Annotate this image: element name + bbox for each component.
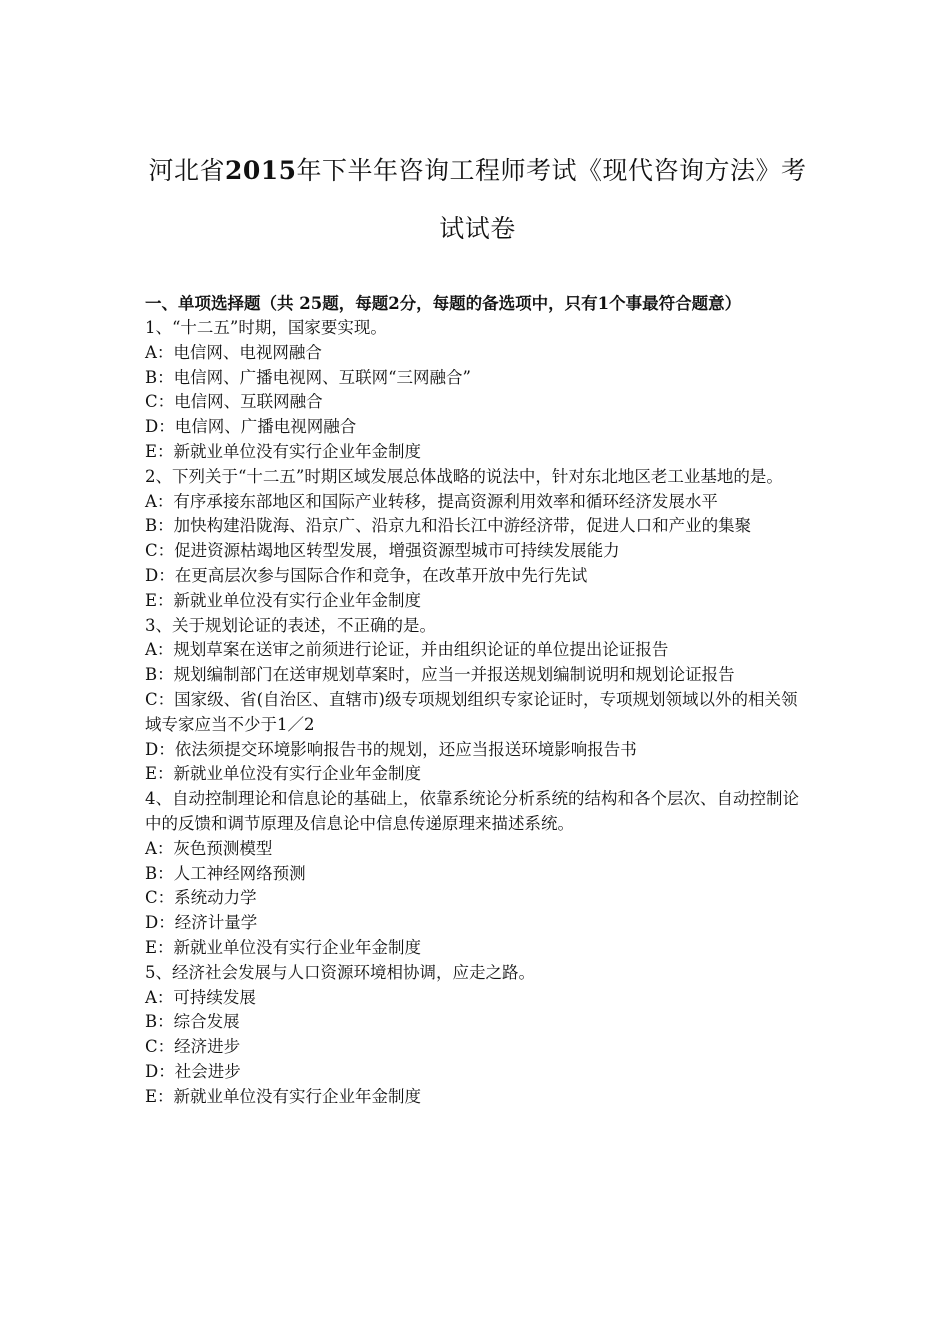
- text-line: D：依法须提交环境影响报告书的规划，还应当报送环境影响报告书: [145, 739, 637, 759]
- question-list: [145, 316, 810, 1110]
- text-line: 3、关于规划论证的表述，不正确的是。: [145, 615, 436, 635]
- text-line: B：电信网、广播电视网、互联网“三网融合”: [145, 367, 471, 387]
- text-line: 1、“十二五”时期，国家要实现。: [145, 318, 387, 337]
- text-line: E：新就业单位没有实行企业年金制度: [145, 441, 422, 461]
- text-line: D：在更高层次参与国际合作和竞争，在改革开放中先行先试: [145, 565, 588, 585]
- title-prefix: 河北省: [148, 156, 225, 185]
- text-line: B：规划编制部门在送审规划草案时，应当一并报送规划编制说明和规划论证报告: [145, 665, 735, 685]
- text-line: D：社会进步: [145, 1061, 241, 1081]
- text-line: 4、自动控制理论和信息论的基础上，依靠系统论分析系统的结构和各个层次、自动控制论中的反馈和调节原理及信息论中信息传递原理来描述系统。: [145, 789, 799, 833]
- text-line: E：新就业单位没有实行企业年金制度: [145, 1086, 422, 1106]
- text-line: A：电信网、电视网融合: [145, 342, 322, 362]
- text-line: 2、下列关于“十二五”时期区域发展总体战略的说法中，针对东北地区老工业基地的是。: [145, 466, 783, 486]
- text-line: C：系统动力学: [145, 888, 257, 908]
- document-title: [145, 142, 810, 258]
- text-line: A：规划草案在送审之前须进行论证，并由组织论证的单位提出论证报告: [145, 640, 669, 660]
- text-line: C：国家级、省(自治区、直辖市)级专项规划组织专家论证时，专项规划领域以外的相关领域专家应当不少于1／2: [145, 689, 798, 734]
- text-line: D：经济计量学: [145, 913, 258, 933]
- text-line: E：新就业单位没有实行企业年金制度: [145, 764, 422, 784]
- text-line: D：电信网、广播电视网融合: [145, 417, 357, 437]
- text-line: C：电信网、互联网融合: [145, 392, 323, 412]
- title-year: 2015: [224, 156, 297, 185]
- text-line: E：新就业单位没有实行企业年金制度: [145, 937, 422, 957]
- text-line: A：有序承接东部地区和国际产业转移，提高资源利用效率和循环经济发展水平: [145, 491, 718, 511]
- section-header: 一、单项选择题（共 25题，每题2分，每题的备选项中，只有1个事最符合题意）: [145, 294, 742, 313]
- text-line: C：促进资源枯竭地区转型发展，增强资源型城市可持续发展能力: [145, 541, 620, 561]
- text-line: E：新就业单位没有实行企业年金制度: [145, 590, 422, 610]
- text-line: A：灰色预测模型: [145, 838, 273, 858]
- text-line: B：人工神经网络预测: [145, 863, 306, 883]
- text-line: A：可持续发展: [145, 987, 256, 1007]
- text-line: B：综合发展: [145, 1012, 240, 1032]
- title-suffix: 年下半年咨询工程师考试《现代咨询方法》考: [296, 156, 807, 185]
- title-line-2: 试试卷: [439, 214, 516, 243]
- text-line: C：经济进步: [145, 1037, 241, 1057]
- text-line: 5、经济社会发展与人口资源环境相协调，应走之路。: [145, 962, 535, 982]
- text-line: B：加快构建沿陇海、沿京广、沿京九和沿长江中游经济带，促进人口和产业的集聚: [145, 516, 752, 536]
